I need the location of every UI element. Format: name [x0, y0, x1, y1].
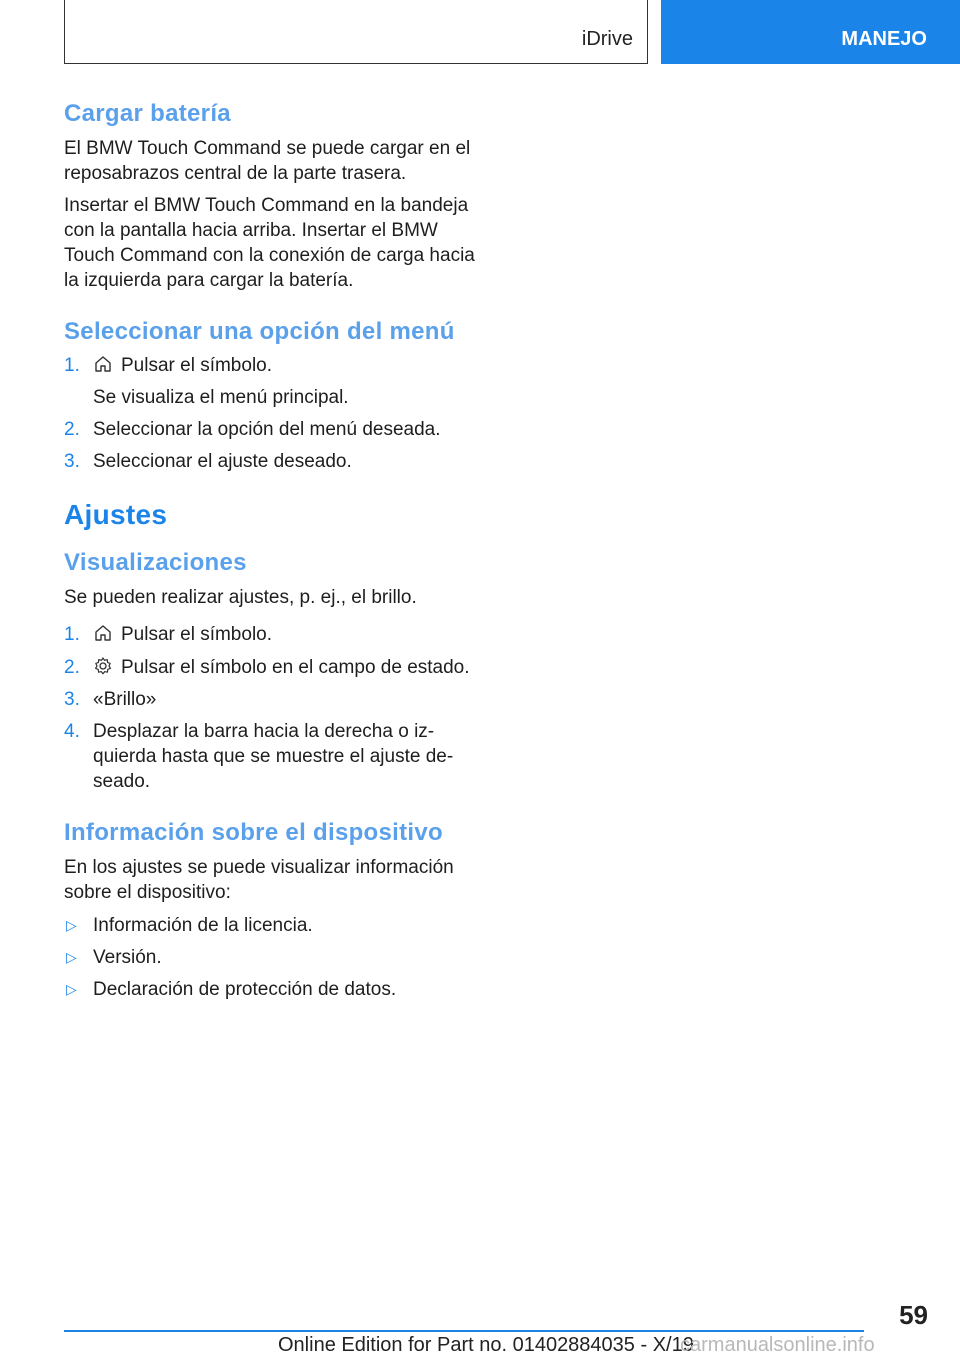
- step-text: Pulsar el símbolo en el campo de estado.: [121, 657, 470, 678]
- step-text: Seleccionar la opción del menú deseada.: [93, 419, 441, 440]
- step-number: 3.: [64, 689, 80, 710]
- step-text: Pulsar el símbolo.: [121, 624, 273, 645]
- list-item: [64, 417, 484, 442]
- section-title-informacion: Información sobre el dispositivo: [64, 819, 443, 846]
- watermark-text: carmanualsonline.info: [680, 1334, 875, 1356]
- step-text: Desplazar la barra hacia la derecha o iz‐quierda hasta que se muestre el ajuste de‐seado.: [93, 721, 454, 792]
- step-text: Seleccionar el ajuste deseado.: [93, 451, 352, 472]
- section-title-seleccionar: Seleccionar una opción del menú: [64, 318, 455, 345]
- list-item-text: Declaración de protección de datos.: [93, 979, 397, 1000]
- step-number: 1.: [64, 624, 80, 645]
- list-item: [64, 655, 484, 680]
- list-item-text: Versión.: [93, 947, 162, 968]
- step-text: «Brillo»: [93, 689, 157, 710]
- steps-seleccionar: [64, 353, 484, 474]
- info-list: [64, 913, 484, 1002]
- section-title-visualizaciones: Visualizaciones: [64, 549, 247, 576]
- steps-visualizaciones: [64, 622, 484, 794]
- chapter-title-ajustes: Ajustes: [64, 499, 168, 530]
- header-section-title: iDrive: [581, 28, 633, 50]
- step-number: 4.: [64, 721, 80, 742]
- gear-icon: [93, 656, 113, 676]
- list-item: [64, 449, 484, 474]
- main-content: [64, 100, 484, 1002]
- paragraph-cargar-1: El BMW Touch Command se puede cargar en el reposabrazos central de la parte trasera.: [64, 138, 471, 184]
- header-chapter-tab: [661, 0, 960, 64]
- footer-divider: [64, 1330, 864, 1332]
- list-item: [64, 622, 484, 647]
- step-number: 1.: [64, 355, 80, 376]
- bullet-triangle-icon: ▷: [66, 981, 77, 997]
- list-item: [64, 719, 463, 794]
- paragraph-cargar-2: Insertar el BMW Touch Command en la bandeja con la pantalla hacia arriba. Insertar el BMW Touch Command con la conexión de carga hacia la izquierda para cargar la batería.: [64, 195, 475, 291]
- footer-edition-text: Online Edition for Part no. 01402884035 - X/19: [278, 1334, 694, 1356]
- bullet-triangle-icon: ▷: [66, 949, 77, 965]
- step-number: 3.: [64, 451, 80, 472]
- header-section-box: [64, 0, 648, 64]
- page-number: 59: [899, 1300, 928, 1330]
- home-icon: [93, 623, 113, 643]
- list-item-text: Información de la licencia.: [93, 915, 313, 936]
- paragraph-informacion: En los ajustes se puede visualizar información sobre el dispositivo:: [64, 857, 454, 903]
- section-title-cargar: Cargar batería: [64, 100, 231, 127]
- list-item: [64, 945, 484, 970]
- home-icon: [93, 354, 113, 374]
- list-item: [64, 977, 484, 1002]
- list-item: [64, 353, 484, 410]
- list-item: [64, 913, 484, 938]
- step-result: Se visualiza el menú principal.: [93, 387, 349, 408]
- paragraph-visualizaciones: Se pueden realizar ajustes, p. ej., el brillo.: [64, 587, 417, 608]
- step-text: Pulsar el símbolo.: [121, 355, 273, 376]
- bullet-triangle-icon: ▷: [66, 917, 77, 933]
- step-number: 2.: [64, 419, 80, 440]
- list-item: [64, 687, 484, 712]
- header-chapter-title: MANEJO: [841, 28, 927, 50]
- step-number: 2.: [64, 657, 80, 678]
